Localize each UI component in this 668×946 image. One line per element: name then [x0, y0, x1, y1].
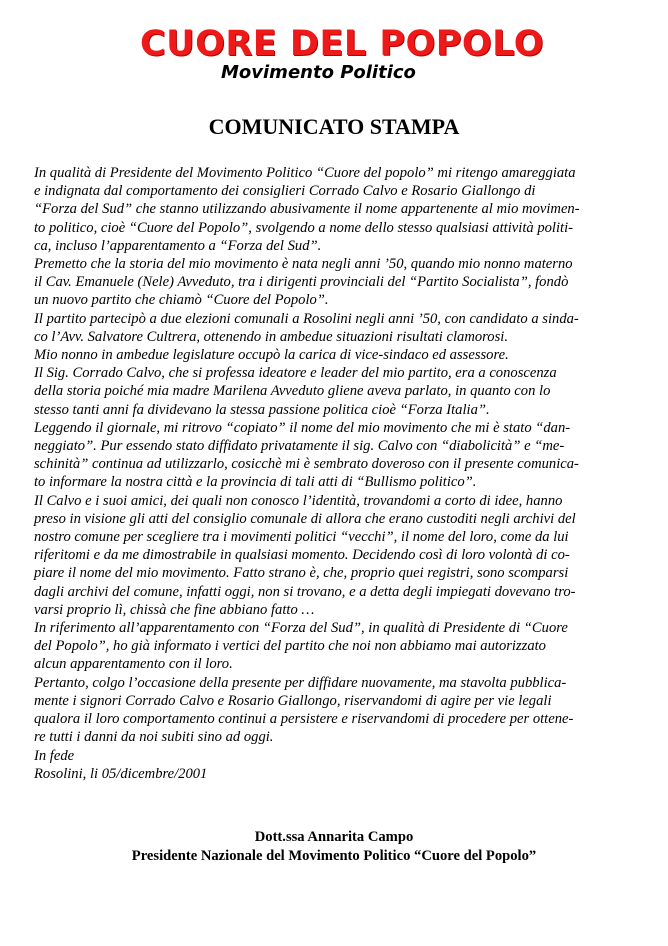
body-line: “Forza del Sud” che stanno utilizzando abusivamente il nome appartenente al mio movimen-	[34, 201, 580, 218]
body-line: ca, incluso l’apparentamento a “Forza del Sud”.	[34, 237, 322, 254]
body-line: Mio nonno in ambedue legislature occupò la carica di vice-sindaco ed assessore.	[34, 347, 509, 364]
body-line: Il Sig. Corrado Calvo, che si professa ideatore e leader del mio partito, era a conoscenza	[34, 365, 557, 382]
body-line: re tutti i danni da noi subiti sino ad oggi.	[34, 729, 274, 746]
body-line: e indignata dal comportamento dei consiglieri Corrado Calvo e Rosario Giallongo di	[34, 183, 536, 200]
logo-title: CUORE DEL POPOLO	[140, 24, 544, 64]
logo-subtitle: Movimento Politico	[221, 62, 416, 83]
body-line: neggiato”. Pur essendo stato diffidato privatamente il sig. Calvo con “diabolicità” e “me-	[34, 438, 565, 455]
body-line: Rosolini, li 05/dicembre/2001	[34, 765, 208, 782]
body-line: stesso tanti anni fa dividevano la stessa passione politica cioè “Forza Italia”.	[34, 401, 490, 418]
body-line: del Popolo”, ho già informato i vertici del partito che noi non abbiamo mai autorizzato	[34, 638, 546, 655]
signatory-name: Dott.ssa Annarita Campo	[254, 829, 414, 845]
body-line: In fede	[34, 747, 75, 764]
body-line: della storia poiché mia madre Marilena Avveduto gliene aveva parlato, in quanto con lo	[34, 383, 551, 400]
document-title: COMUNICATO STAMPA	[208, 114, 460, 139]
body-line: mente i signori Corrado Calvo e Rosario Giallongo, riservandomi di agire per vie legali	[34, 692, 552, 709]
body-line: co l’Avv. Salvatore Cultrera, ottenendo in ambedue situazioni risultati clamorosi.	[34, 328, 508, 345]
signature-block	[0, 828, 668, 865]
body-line: qualora il loro comportamento continui a persistere e riservandomi di procedere per ottene-	[34, 711, 574, 728]
body-line: Il Calvo e i suoi amici, dei quali non conosco l’identità, trovandomi a corto di idee, hanno	[34, 492, 563, 509]
body-line: alcun apparentamento con il loro.	[34, 656, 233, 673]
body-line: schinità” continua ad utilizzarlo, cosicchè mi è sembrato doveroso con il presente comunica-	[34, 456, 579, 473]
body-line: piare il nome del mio movimento. Fatto strano è, che, proprio quei registri, sono scomparsi	[34, 565, 569, 582]
body-line: riferitomi e da me dimostrabile in qualsiasi momento. Decidendo così di loro volontà di co-	[34, 547, 570, 564]
body-line: In riferimento all’apparentamento con “Forza del Sud”, in qualità di Presidente di “Cuore	[34, 620, 568, 637]
body-line: varsi proprio lì, chissà che fine abbiano fatto …	[34, 601, 315, 618]
body-line: Leggendo il giornale, mi ritrovo “copiato” il nome del mio movimento che mi è stato “dan-	[34, 419, 571, 436]
body-line: un nuovo partito che chiamò “Cuore del Popolo”.	[34, 292, 329, 309]
press-release-body	[34, 164, 644, 783]
body-line: Il partito partecipò a due elezioni comunali a Rosolini negli anni ’50, con candidato a sinda-	[34, 310, 579, 327]
body-line: preso in visione gli atti del consiglio comunale di allora che erano custoditi negli archivi del	[34, 510, 576, 527]
body-line: In qualità di Presidente del Movimento Politico “Cuore del popolo” mi ritengo amareggiata	[34, 165, 576, 181]
body-line: dagli archivi del comune, infatti oggi, non si trovano, e a detta degli impiegati dovevano tro-	[34, 583, 576, 600]
body-line: to politico, cioè “Cuore del Popolo”, svolgendo a nome dello stesso qualsiasi attività politi-	[34, 219, 573, 236]
body-line: Pertanto, colgo l’occasione della presente per diffidare nuovamente, ma stavolta pubblica-	[34, 674, 567, 691]
body-line: il Cav. Emanuele (Nele) Avveduto, tra i dirigenti provinciali del “Partito Socialista”, fondò	[34, 274, 569, 291]
body-line: to informare la nostra città e la provincia di tali atti di “Bullismo politico”.	[34, 474, 477, 491]
body-line: nostro comune per scegliere tra i movimenti politici “vecchi”, il nome del loro, come da lui	[34, 529, 569, 546]
body-line: Premetto che la storia del mio movimento è nata negli anni ’50, quando mio nonno materno	[34, 256, 573, 273]
signatory-role: Presidente Nazionale del Movimento Politico “Cuore del Popolo”	[131, 847, 537, 864]
